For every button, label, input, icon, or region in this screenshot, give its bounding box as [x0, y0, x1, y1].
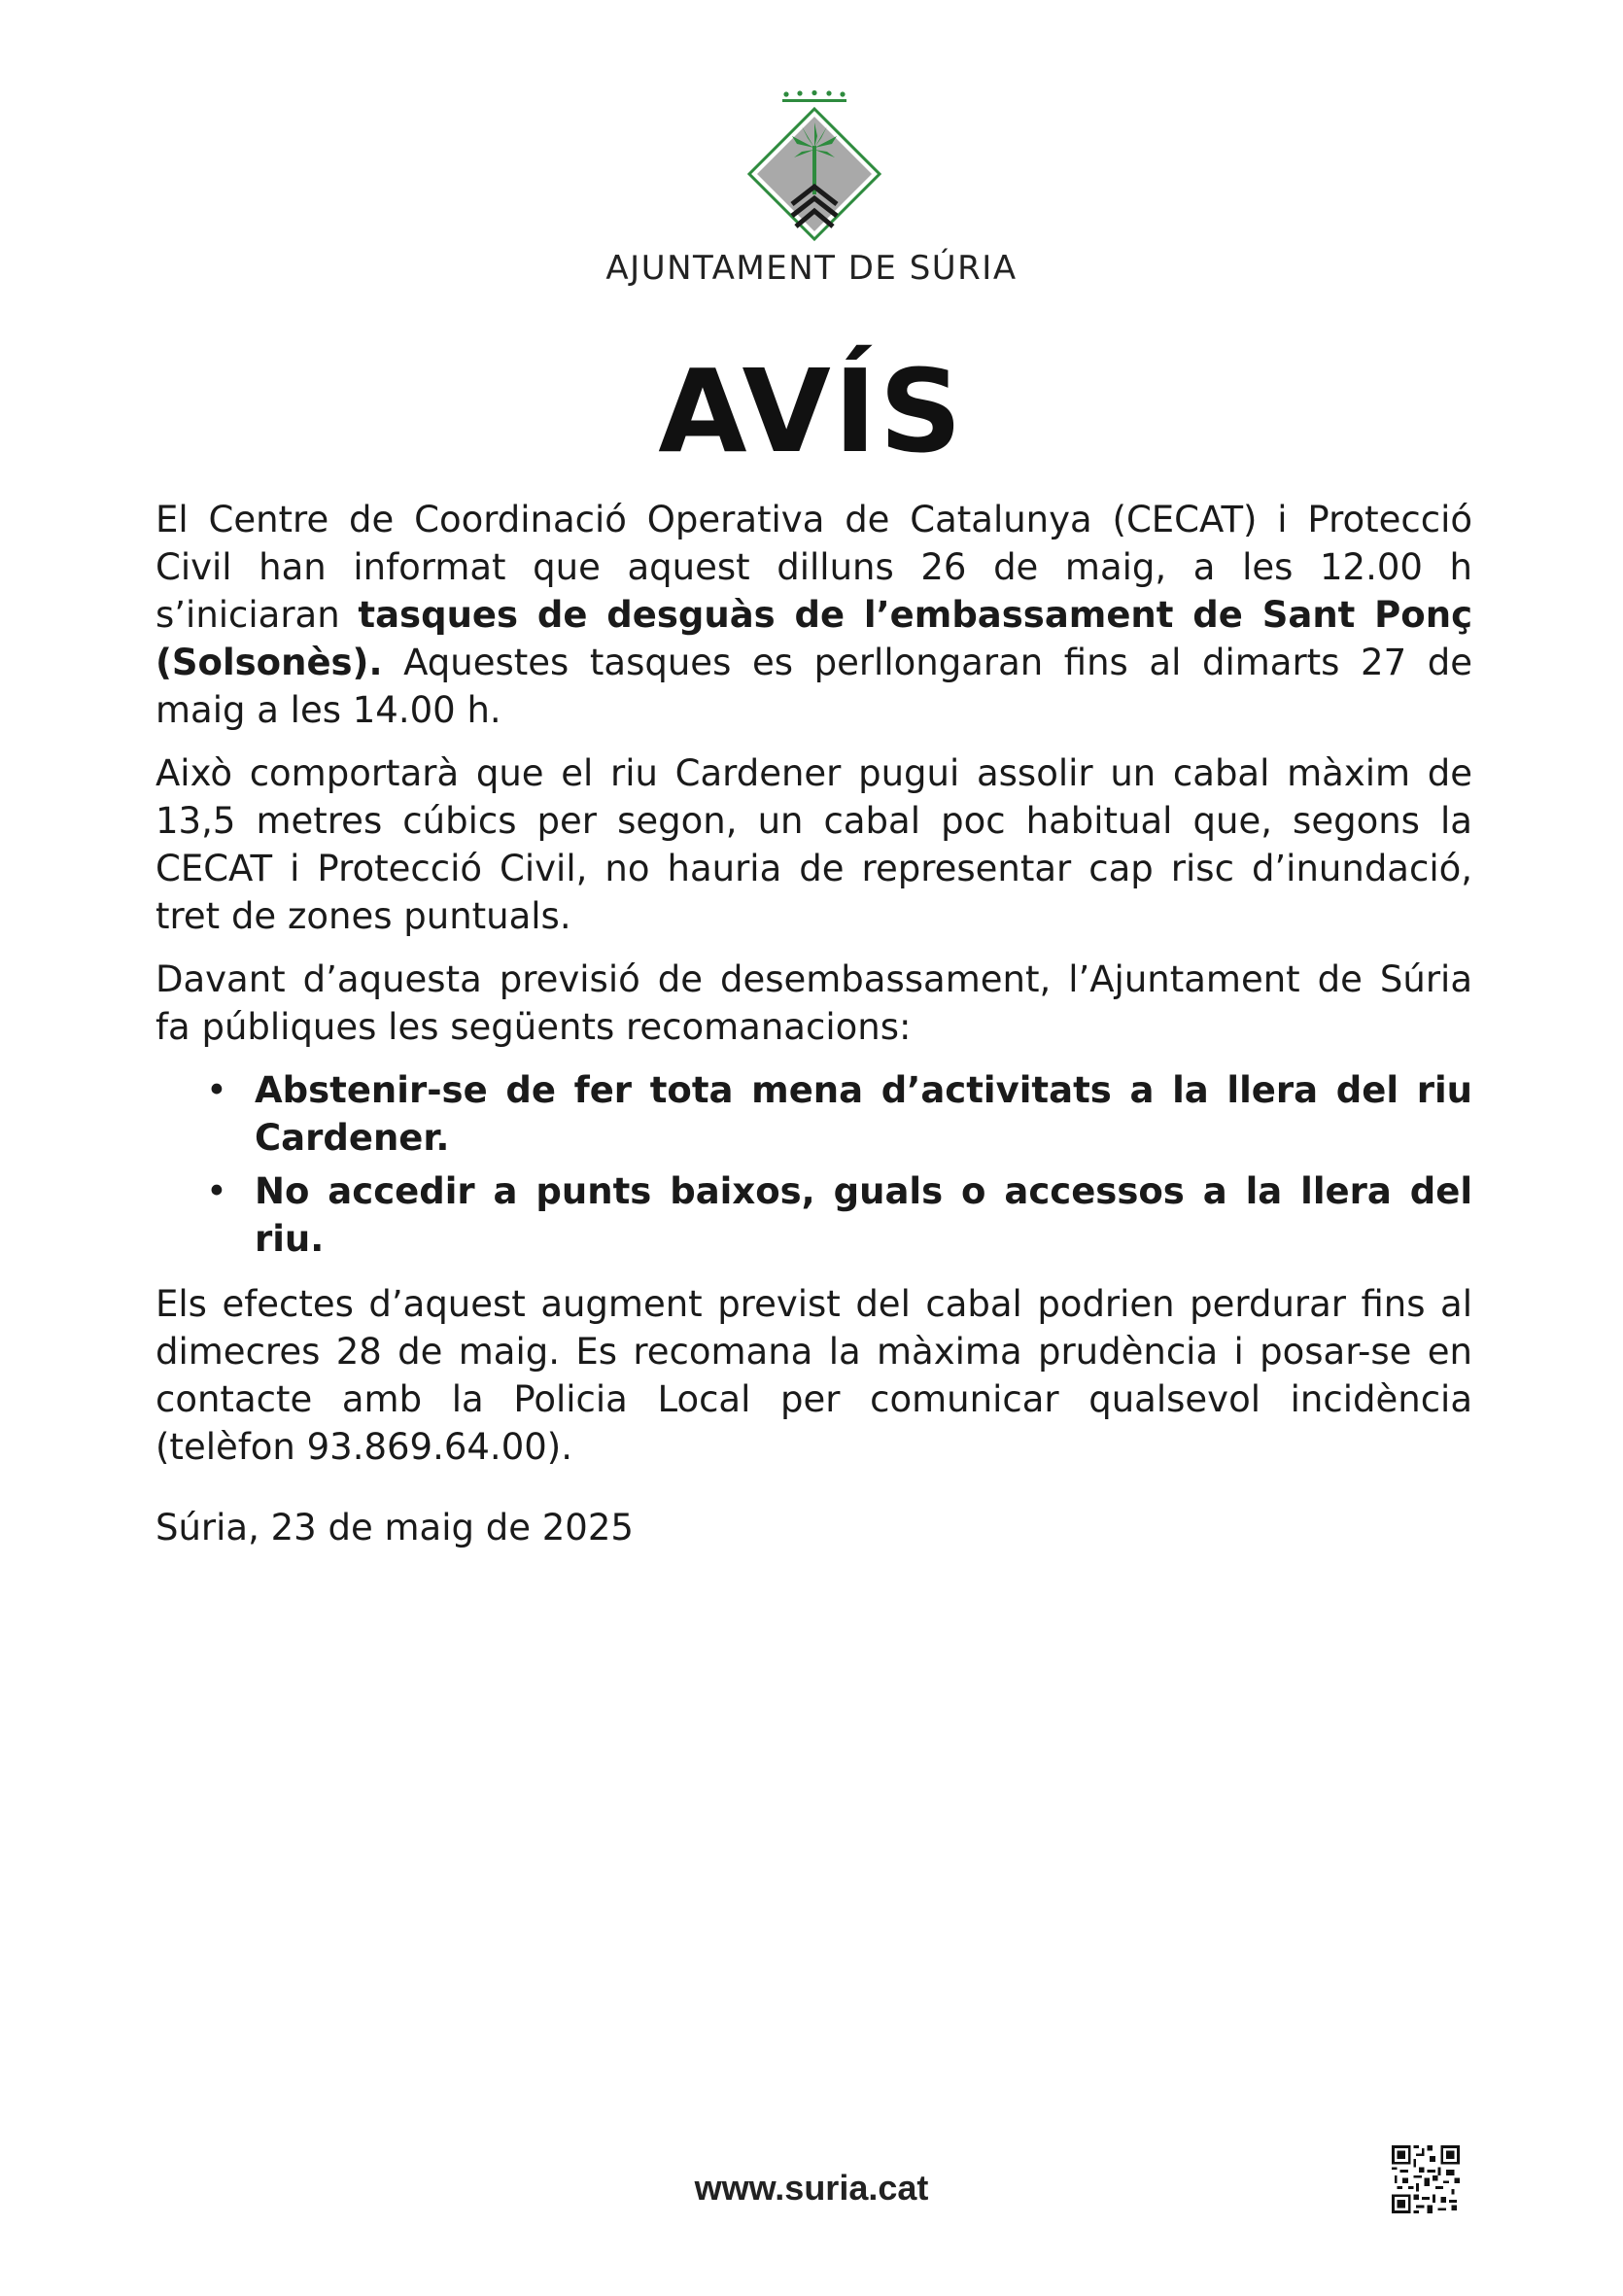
- paragraph-announcement: [155, 496, 1472, 734]
- notice-body: [155, 496, 1472, 1567]
- list-item: [206, 1167, 1472, 1263]
- paragraph-recommendations-intro: Davant d’aquesta previsió de desembassament, l’Ajuntament de Súria fa públiques les següents recomanacions:: [155, 958, 1472, 1048]
- recommendation-text: Abstenir-se de fer tota mena d’activitats a la llera del riu Cardener.: [255, 1069, 1472, 1159]
- list-item: [206, 1066, 1472, 1162]
- coat-of-arms-icon: [743, 87, 885, 243]
- bullet-icon: •: [206, 1069, 227, 1111]
- crown-icon: [782, 90, 846, 102]
- recommendations-list: [155, 1066, 1472, 1263]
- paragraph-effects: Els efectes d’aquest augment previst del cabal podrien perdurar fins al dimecres 28 de maig. Es recomana la màxima prudència i posar-se en contacte amb la Policia Local per comunicar qualsevol incidència (telèfon 93.869.64.00).: [155, 1283, 1472, 1468]
- recommendation-text: No accedir a punts baixos, guals o accessos a la llera del riu.: [255, 1170, 1472, 1260]
- announcement-text-b: Aquestes tasques es perllongaran fins al dimarts 27 de maig a les 14.00 h.: [155, 642, 1472, 731]
- announcement-text-a: El Centre de Coordinació Operativa de Catalunya (CECAT) i Protecció Civil han informat que aquest dilluns 26 de maig, a les 12.00 h s’iniciaran: [155, 499, 1472, 636]
- organization-name: AJUNTAMENT DE SÚRIA: [605, 249, 1018, 288]
- paragraph-river-flow: Això comportarà que el riu Cardener pugui assolir un cabal màxim de 13,5 metres cúbics per segon, un cabal poc habitual que, segons la CECAT i Protecció Civil, no hauria de representar cap risc d’inundació, tret de zones puntuals.: [155, 752, 1472, 937]
- announcement-highlight: tasques de desguàs de l’embassament de Sant Ponç (Solsonès).: [155, 594, 1472, 683]
- qr-code-icon[interactable]: [1392, 2145, 1460, 2213]
- bullet-icon: •: [206, 1170, 227, 1212]
- signoff-date: Súria, 23 de maig de 2025: [155, 1507, 634, 1548]
- page-title: AVÍS: [658, 344, 965, 478]
- website-link[interactable]: www.suria.cat: [694, 2168, 929, 2208]
